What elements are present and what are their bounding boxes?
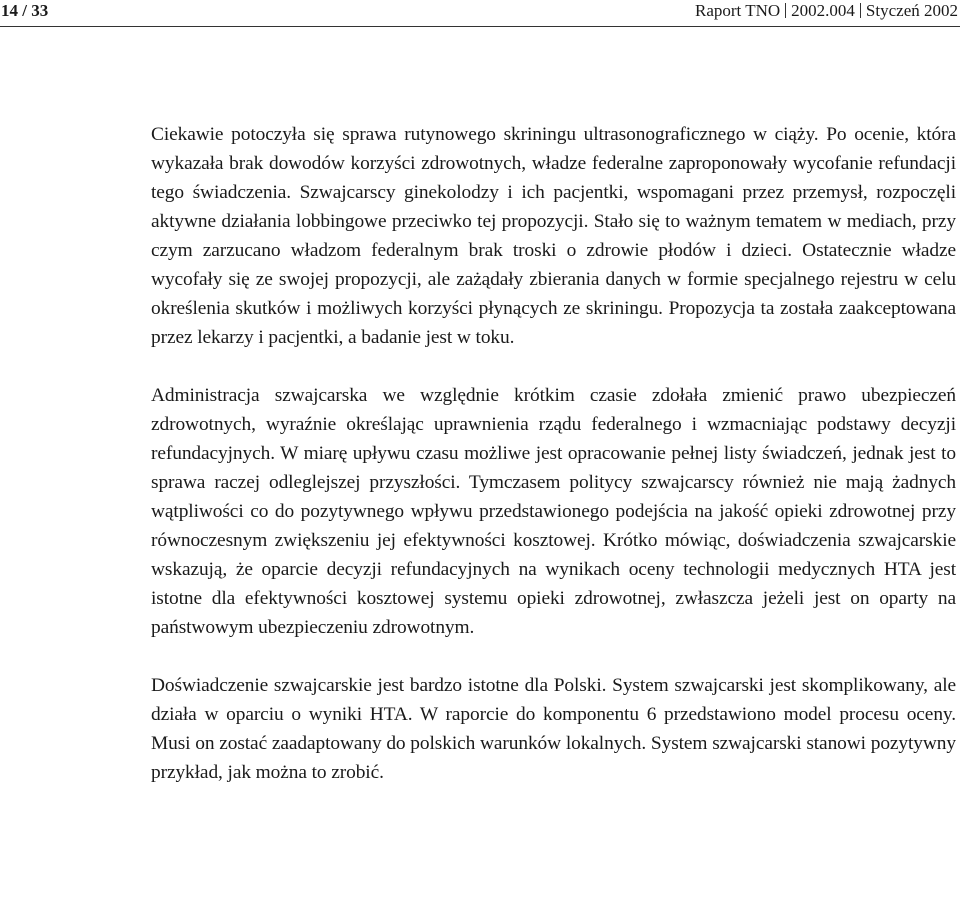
document-body [151,120,956,787]
report-date: Styczeń 2002 [865,1,958,20]
page-number: 14 / 33 [1,1,49,20]
report-name: Raport TNO [695,1,781,20]
header-separator [860,3,861,18]
paragraph-swiss-administration: Administracja szwajcarska we względnie krótkim czasie zdołała zmienić prawo ubezpieczeń zdrowotnych, wyraźnie określając uprawnienia rządu federalnego i wzmacniając podstawy decyzji refundacyjnych. W miarę upływu czasu możliwe jest opracowanie pełnej listy świadczeń, jednak jest to sprawa raczej odleglejszej przyszłości. Tymczasem politycy szwajcarscy również nie mają żadnych wątpliwości co do pozytywnego wpływu przedstawionego podejścia na jakość opieki zdrowotnej przy równoczesnym zwiększeniu jej efektywności kosztowej. Krótko mówiąc, doświadczenia szwajcarskie wskazują, że oparcie decyzji refundacyjnych na wynikach oceny technologii medycznych HTA jest istotne dla efektywności kosztowej systemu opieki zdrowotnej, zwłaszcza jeżeli jest on oparty na państwowym ubezpieczeniu zdrowotnym. [151,385,956,638]
header-separator [785,3,786,18]
page-header [0,0,960,27]
paragraph-ultrasound-screening: Ciekawie potoczyła się sprawa rutynowego skriningu ultrasonograficznego w ciąży. Po ocenie, która wykazała brak dowodów korzyści zdrowotnych, władze federalne zaproponowały wycofanie refundacji tego świadczenia. Szwajcarscy ginekolodzy i ich pacjentki, wspomagani przez przemysł, rozpoczęli aktywne działania lobbingowe przeciwko tej propozycji. Stało się to ważnym tematem w mediach, przy czym zarzucano władzom federalnym brak troski o zdrowie płodów i dzieci. Ostatecznie władze wycofały się ze swojej propozycji, ale zażądały zbierania danych w formie specjalnego rejestru w celu określenia skutków i możliwych korzyści płynących ze skriningu. Propozycja ta została zaakceptowana przez lekarzy i pacjentki, a badanie jest w toku. [151,124,956,348]
paragraph-swiss-experience-poland: Doświadczenie szwajcarskie jest bardzo istotne dla Polski. System szwajcarski jest skomplikowany, ale działa w oparciu o wyniki HTA. W raporcie do komponentu 6 przedstawiono model procesu oceny. Musi on zostać zaadaptowany do polskich warunków lokalnych. System szwajcarski stanowi pozytywny przykład, jak można to zrobić. [151,675,956,783]
report-info [695,0,958,22]
report-id: 2002.004 [791,1,855,20]
